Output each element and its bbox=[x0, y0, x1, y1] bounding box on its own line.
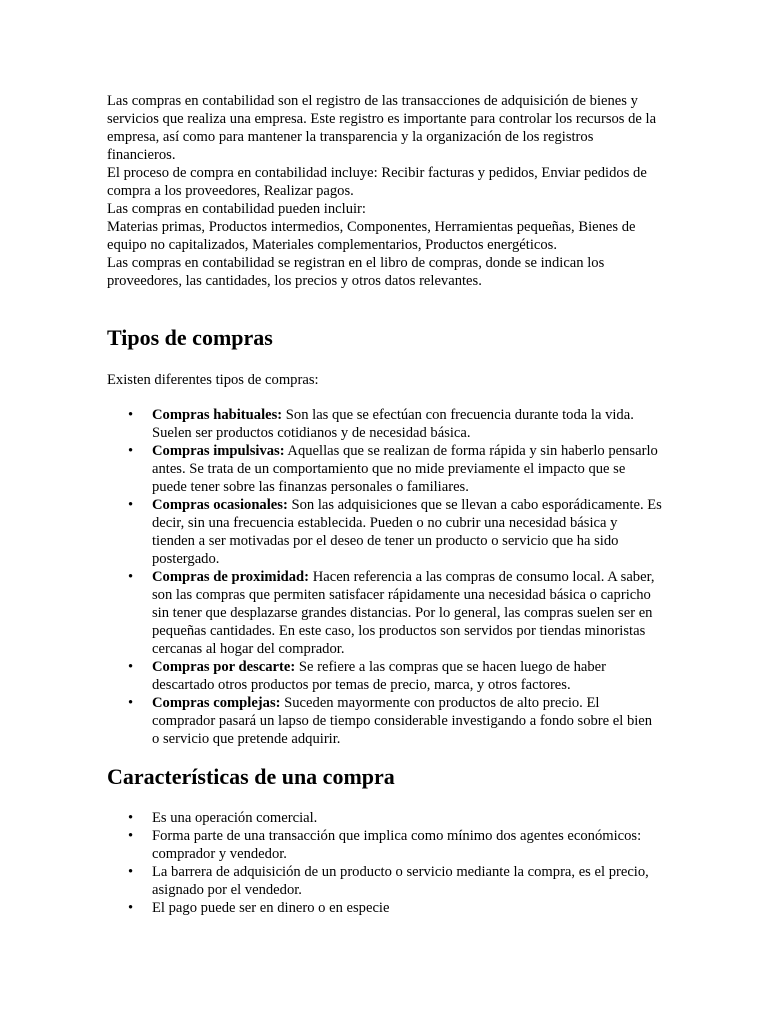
bullet-icon: • bbox=[128, 569, 134, 585]
document-page bbox=[107, 92, 663, 917]
list-item-transaccion bbox=[128, 827, 663, 863]
term-description: Se refiere a las compras que se hacen luego de haber descartado otros productos por temas de precio, marca, y otros factores. bbox=[152, 659, 606, 693]
bullet-icon: • bbox=[128, 900, 134, 916]
bullet-icon: • bbox=[128, 695, 134, 711]
list-item-proximidad bbox=[128, 568, 663, 658]
intro-paragraph-registro: Las compras en contabilidad son el registro de las transacciones de adquisición de bienes y servicios que realiza una empresa. Este registro es importante para controlar los recursos de la empresa, así como para mantener la transparencia y la organización de los registros financieros. bbox=[107, 93, 657, 163]
bullet-icon: • bbox=[128, 659, 134, 675]
heading-tipos-de-compras: Tipos de compras bbox=[107, 325, 273, 350]
term-description: Suceden mayormente con productos de alto precio. El comprador pasará un lapso de tiempo considerable investigando a fondo sobre el bien o servicio que pretende adquirir. bbox=[152, 695, 653, 747]
intro-paragraph-libro-compras: Las compras en contabilidad se registran en el libro de compras, donde se indican los proveedores, las cantidades, los precios y otros datos relevantes. bbox=[107, 255, 605, 289]
list-item-operacion-comercial bbox=[128, 809, 663, 827]
list-item-complejas bbox=[128, 694, 663, 748]
term-label: Compras por descarte: bbox=[152, 659, 296, 675]
bullet-icon: • bbox=[128, 443, 134, 459]
intro-section bbox=[107, 92, 663, 290]
list-item-barrera-adquisicion bbox=[128, 863, 663, 899]
term-label: Compras ocasionales: bbox=[152, 497, 288, 513]
list-item-text: El pago puede ser en dinero o en especie bbox=[152, 900, 390, 916]
term-label: Compras de proximidad: bbox=[152, 569, 310, 585]
list-item-descarte bbox=[128, 658, 663, 694]
bullet-icon: • bbox=[128, 810, 134, 826]
list-item-ocasionales bbox=[128, 496, 663, 568]
list-item-habituales bbox=[128, 406, 663, 442]
caracteristicas-list bbox=[107, 809, 663, 917]
list-item-pago bbox=[128, 899, 663, 917]
list-item-text: Forma parte de una transacción que implica como mínimo dos agentes económicos: comprador y vendedor. bbox=[152, 828, 642, 862]
list-item-impulsivas bbox=[128, 442, 663, 496]
bullet-icon: • bbox=[128, 864, 134, 880]
intro-paragraph-materias: Materias primas, Productos intermedios, Componentes, Herramientas pequeñas, Bienes de equipo no capitalizados, Materiales complementarios, Productos energéticos. bbox=[107, 219, 636, 253]
list-item-text: Es una operación comercial. bbox=[152, 810, 318, 826]
term-description: Aquellas que se realizan de forma rápida y sin haberlo pensarlo antes. Se trata de un comportamiento que no mide previamente el impacto que se puede tener sobre las finanzas personales o familiares. bbox=[152, 443, 658, 495]
intro-paragraph-pueden-incluir: Las compras en contabilidad pueden incluir: bbox=[107, 201, 366, 217]
term-description: Hacen referencia a las compras de consumo local. A saber, son las compras que permiten satisfacer rápidamente una necesidad básica o capricho sin tener que desplazarse grandes distancias. Por lo general, las compras suelen ser en pequeñas cantidades. En este caso, los productos son servidos por tiendas minoristas cercanas al hogar del comprador. bbox=[152, 569, 655, 657]
list-item-text: La barrera de adquisición de un producto o servicio mediante la compra, es el precio, asignado por el vendedor. bbox=[152, 864, 649, 898]
term-label: Compras complejas: bbox=[152, 695, 281, 711]
term-description: Son las que se efectúan con frecuencia durante toda la vida. Suelen ser productos cotidianos y de necesidad básica. bbox=[152, 407, 634, 441]
term-label: Compras habituales: bbox=[152, 407, 283, 423]
tipos-list bbox=[107, 406, 663, 748]
tipos-lead-text: Existen diferentes tipos de compras: bbox=[107, 372, 319, 388]
heading-caracteristicas: Características de una compra bbox=[107, 764, 395, 789]
bullet-icon: • bbox=[128, 497, 134, 513]
intro-paragraph-proceso: El proceso de compra en contabilidad incluye: Recibir facturas y pedidos, Enviar pedidos de compra a los proveedores, Realizar pagos. bbox=[107, 165, 647, 199]
term-label: Compras impulsivas: bbox=[152, 443, 285, 459]
bullet-icon: • bbox=[128, 407, 134, 423]
bullet-icon: • bbox=[128, 828, 134, 844]
term-description: Son las adquisiciones que se llevan a cabo esporádicamente. Es decir, sin una frecuencia establecida. Pueden o no cubrir una necesidad básica y tienden a ser motivadas por el deseo de tener un producto o servicio que ha sido postergado. bbox=[152, 497, 662, 567]
